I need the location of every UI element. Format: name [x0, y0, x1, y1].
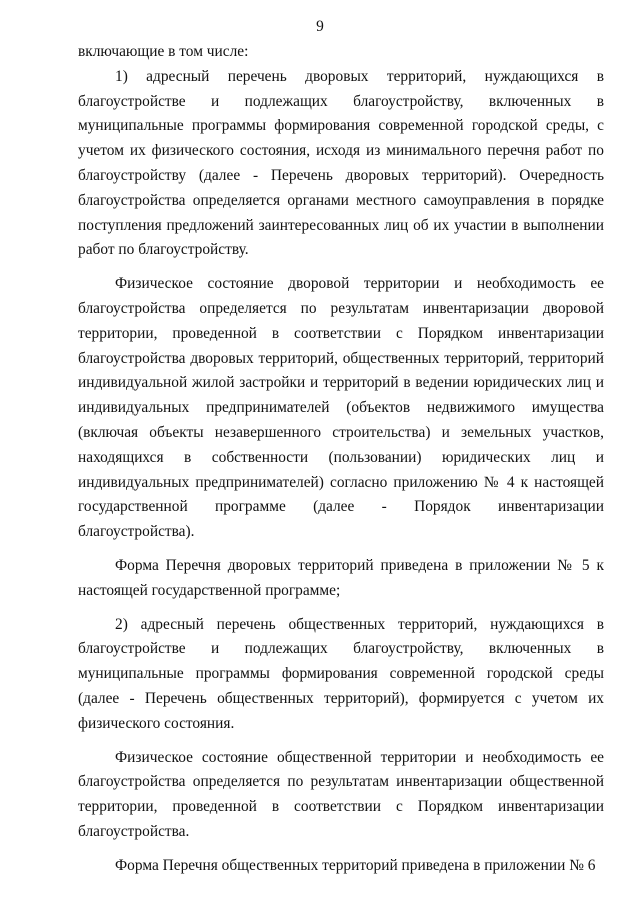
- page-number: 9: [316, 18, 324, 35]
- paragraph-item-2: 2) адресный перечень общественных территорий, нуждающихся в благоустройстве и подлежащих благоустройству, включенных в муниципальные программы формирования современной городской среды (далее - Перечень общественных территорий), формируется с учетом их физического состояния.: [78, 615, 604, 732]
- paragraph-item-1: 1) адресный перечень дворовых территорий, нуждающихся в благоустройстве и подлежащих благоустройству, включенных в муниципальные программы формирования современной городской среды, с учетом их физического состояния, исходя из минимального перечня работ по благоустройству (далее - Перечень дворовых территорий). Очередность благоустройства определяется органами местного самоуправления в порядке поступления предложений заинтересованных лиц об их участии в выполнении работ по благоустройству.: [78, 67, 604, 259]
- paragraph-intro: включающие в том числе:: [78, 43, 249, 60]
- document-body: [78, 36, 604, 879]
- paragraph-yard-form: Форма Перечня дворовых территорий приведена в приложении № 5 к настоящей государственной программе;: [78, 556, 604, 599]
- paragraph-yard-condition: Физическое состояние дворовой территории и необходимость ее благоустройства определяется по результатам инвентаризации дворовой территории, проведенной в соответствии с Порядком инвентаризации благоустройства дворовых территорий, общественных территорий, территорий индивидуальной жилой застройки и территорий в ведении юридических лиц и индивидуальных предпринимателей (объектов недвижимого имущества (включая объекты незавершенного строительства) и земельных участков, находящихся в собственности (пользовании) юридических лиц и индивидуальных предпринимателей) согласно приложению № 4 к настоящей государственной программе (далее - Порядок инвентаризации благоустройства).: [78, 275, 604, 541]
- paragraph-public-condition: Физическое состояние общественной территории и необходимость ее благоустройства определяется по результатам инвентаризации общественной территории, проведенной в соответствии с Порядком инвентаризации благоустройства.: [78, 748, 604, 840]
- paragraph-public-form: Форма Перечня общественных территорий приведена в приложении № 6: [115, 856, 596, 874]
